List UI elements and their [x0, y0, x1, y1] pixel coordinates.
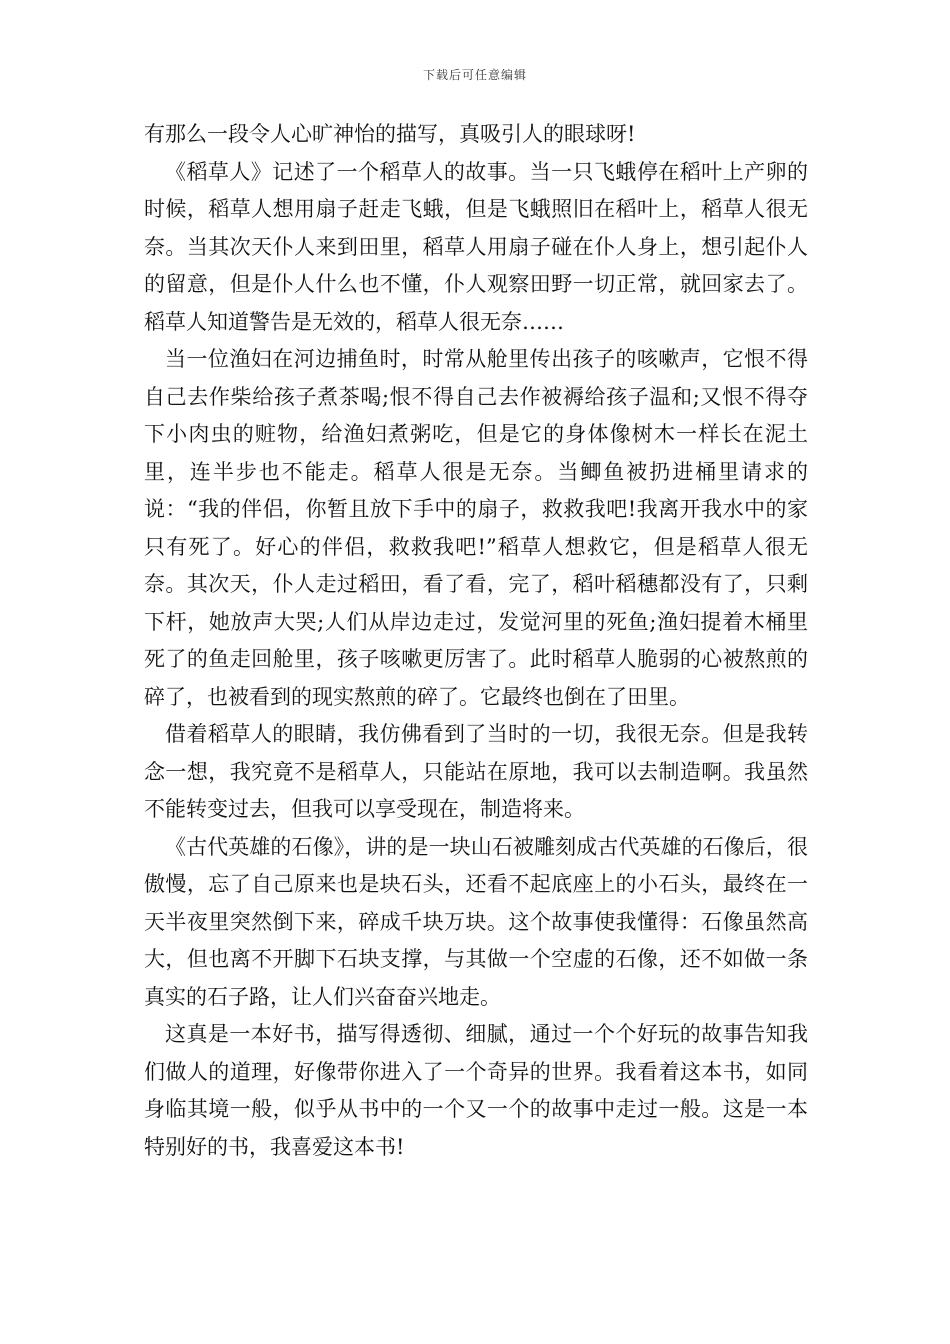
- paragraph: 《稻草人》记述了一个稻草人的故事。当一只飞蛾停在稻叶上产卵的时候，稻草人想用扇子赶走飞蛾，但是飞蛾照旧在稻叶上，稻草人很无奈。当其次天仆人来到田里，稻草人用扇子碰在仆人身上，想引起仆人的留意，但是仆人什么也不懂，仆人观察田野一切正常，就回家去了。稻草人知道警告是无效的，稻草人很无奈……: [144, 159, 808, 334]
- paragraph: 这真是一本好书，描写得透彻、细腻，通过一个个好玩的故事告知我们做人的道理，好像带你进入了一个奇异的世界。我看着这本书，如同身临其境一般，似乎从书中的一个又一个的故事中走过一般。这是一本特别好的书，我喜爱这本书!: [144, 1022, 808, 1159]
- document-body: [144, 116, 808, 1166]
- page-header: 下载后可任意编辑: [422, 68, 527, 82]
- paragraph: 当一位渔妇在河边捕鱼时，时常从舱里传出孩子的咳嗽声，它恨不得自己去作柴给孩子煮茶喝;恨不得自己去作被褥给孩子温和;又恨不得夺下小肉虫的赃物，给渔妇煮粥吃，但是它的身体像树木一样长在泥土里，连半步也不能走。稻草人很是无奈。当鲫鱼被扔进桶里请求的说：“我的伴侣，你暂且放下手中的扇子，救救我吧!我离开我水中的家只有死了。好心的伴侣，救救我吧!”稻草人想救它，但是稻草人很无奈。其次天，仆人走过稻田，看了看，完了，稻叶稻穗都没有了，只剩下杆，她放声大哭;人们从岸边走过，发觉河里的死鱼;渔妇提着木桶里死了的鱼走回舱里，孩子咳嗽更厉害了。此时稻草人脆弱的心被熬煎的碎了，也被看到的现实熬煎的碎了。它最终也倒在了田里。: [144, 347, 808, 709]
- paragraph: 有那么一段令人心旷神怡的描写，真吸引人的眼球呀!: [144, 122, 636, 146]
- paragraph: 《古代英雄的石像》，讲的是一块山石被雕刻成古代英雄的石像后，很傲慢，忘了自己原来也是块石头，还看不起底座上的小石头，最终在一天半夜里突然倒下来，碎成千块万块。这个故事使我懂得：石像虽然高大，但也离不开脚下石块支撑，与其做一个空虚的石像，还不如做一条真实的石子路，让人们兴奋奋兴地走。: [144, 834, 808, 1009]
- paragraph: 借着稻草人的眼睛，我仿佛看到了当时的一切，我很无奈。但是我转念一想，我究竟不是稻草人，只能站在原地，我可以去制造啊。我虽然不能转变过去，但我可以享受现在，制造将来。: [144, 722, 808, 821]
